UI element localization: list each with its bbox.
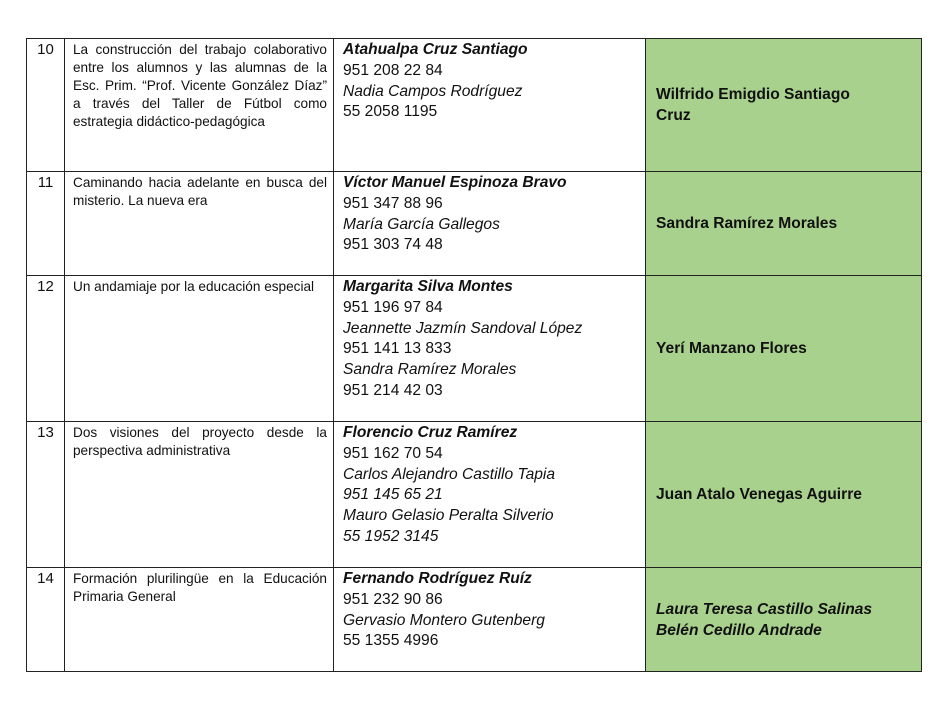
reviewer-cell [646, 422, 922, 568]
author-phone: 951 214 42 03 [343, 381, 443, 399]
author-phone: 951 232 90 86 [343, 590, 443, 608]
project-title: Dos visiones del proyecto desde la perspectiva administrativa [73, 425, 327, 458]
reviewer-name: Juan Atalo Venegas Aguirre [656, 486, 862, 503]
row-number: 14 [27, 568, 65, 672]
table-row [27, 422, 922, 568]
author-name: Nadia Campos Rodríguez [343, 82, 523, 100]
author-phone: 951 303 74 48 [343, 236, 443, 254]
author-phone: 951 141 13 833 [343, 340, 452, 358]
project-title: Un andamiaje por la educación especial [73, 279, 315, 294]
author-phone: 951 196 97 84 [343, 298, 443, 316]
reviewer-name: Wilfrido Emigdio Santiago [656, 86, 850, 103]
projects-table [26, 38, 922, 672]
project-title: La construcción del trabajo colaborativo entre los alumnos y las alumnas de la Esc. Prim. “Prof. Vicente González Díaz” a través del Taller de Fútbol como estrategia didáctico-pedagógica [73, 42, 327, 129]
lead-author-name: Florencio Cruz Ramírez [343, 424, 518, 441]
reviewer-name: Yerí Manzano Flores [656, 340, 807, 357]
author-name: Gervasio Montero Gutenberg [343, 611, 545, 629]
lead-author-name: Atahualpa Cruz Santiago [343, 41, 528, 58]
reviewer-name: Belén Cedillo Andrade [656, 621, 822, 639]
author-phone: 55 1355 4996 [343, 632, 439, 650]
authors-cell [334, 276, 646, 422]
reviewer-cell [646, 172, 922, 276]
author-phone: 55 1952 3145 [343, 527, 439, 545]
authors-cell [334, 422, 646, 568]
project-title-cell [65, 422, 334, 568]
table-row [27, 39, 922, 172]
author-name: Sandra Ramírez Morales [343, 361, 517, 379]
row-number: 13 [27, 422, 65, 568]
author-name: Jeannette Jazmín Sandoval López [343, 319, 583, 337]
reviewer-cell [646, 39, 922, 172]
reviewer-name: Cruz [656, 107, 691, 124]
reviewer-cell [646, 568, 922, 672]
table-row [27, 568, 922, 672]
authors-cell [334, 172, 646, 276]
author-name: Mauro Gelasio Peralta Silverio [343, 507, 554, 525]
project-title-cell [65, 39, 334, 172]
author-phone: 55 2058 1195 [343, 103, 438, 121]
reviewer-name: Laura Teresa Castillo Salinas [656, 600, 873, 618]
project-title-cell [65, 568, 334, 672]
reviewer-cell [646, 276, 922, 422]
row-number: 11 [27, 172, 65, 276]
reviewer-name: Sandra Ramírez Morales [656, 215, 838, 232]
project-title: Formación plurilingüe en la Educación Primaria General [73, 571, 327, 604]
row-number: 12 [27, 276, 65, 422]
lead-author-name: Víctor Manuel Espinoza Bravo [343, 174, 567, 191]
table-row [27, 276, 922, 422]
table-row [27, 172, 922, 276]
authors-cell [334, 568, 646, 672]
author-phone: 951 145 65 21 [343, 486, 443, 504]
author-phone: 951 347 88 96 [343, 194, 443, 212]
projects-table-body [27, 39, 922, 672]
author-phone: 951 208 22 84 [343, 61, 443, 79]
authors-cell [334, 39, 646, 172]
row-number: 10 [27, 39, 65, 172]
lead-author-name: Margarita Silva Montes [343, 278, 513, 295]
lead-author-name: Fernando Rodríguez Ruíz [343, 570, 532, 587]
project-title-cell [65, 276, 334, 422]
project-title-cell [65, 172, 334, 276]
project-title: Caminando hacia adelante en busca del misterio. La nueva era [73, 175, 327, 208]
author-name: Carlos Alejandro Castillo Tapia [343, 465, 556, 483]
author-name: María García Gallegos [343, 215, 500, 233]
author-phone: 951 162 70 54 [343, 444, 443, 462]
